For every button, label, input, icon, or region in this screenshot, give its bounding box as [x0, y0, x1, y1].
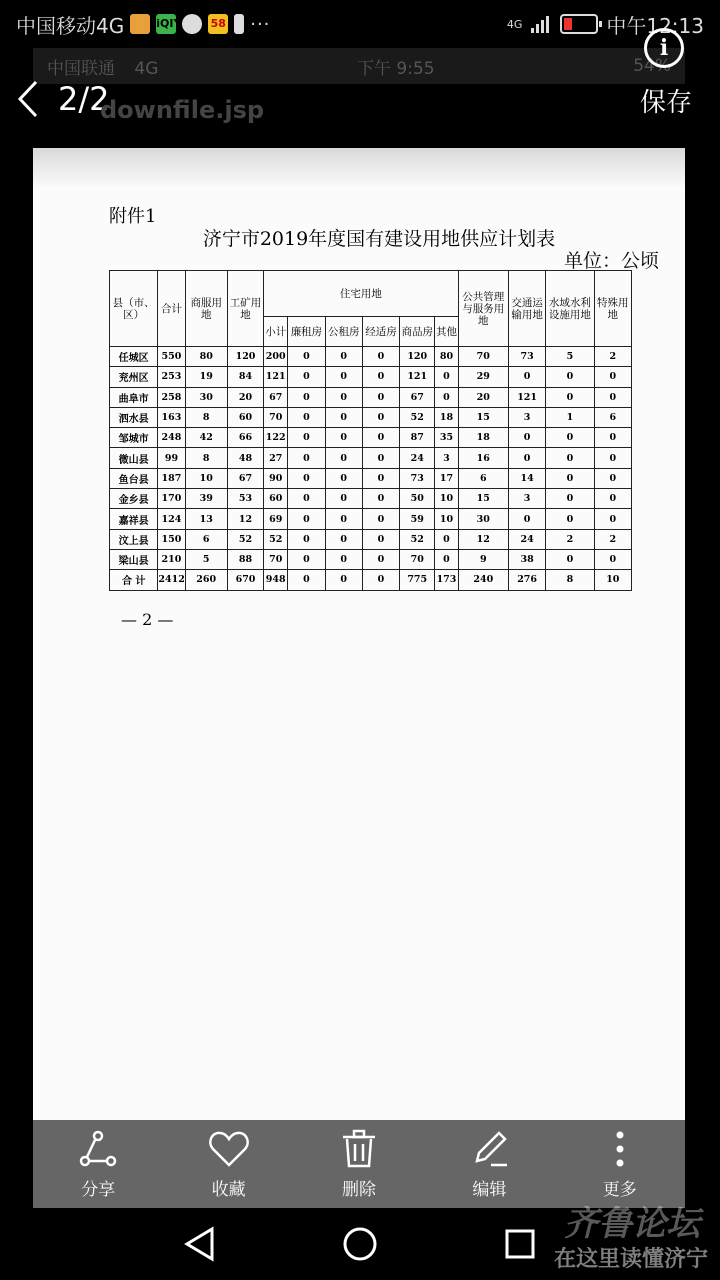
value-cell: 30 — [185, 387, 227, 407]
county-cell: 任城区 — [110, 347, 158, 367]
value-cell: 0 — [362, 570, 399, 590]
value-cell: 122 — [264, 428, 288, 448]
value-cell: 248 — [158, 428, 185, 448]
value-cell: 0 — [288, 367, 325, 387]
value-cell: 14 — [508, 468, 545, 488]
value-cell: 0 — [325, 549, 362, 569]
photographed-carrier: 中国联通 4G — [47, 58, 159, 79]
value-cell: 210 — [158, 549, 185, 569]
value-cell: 2412 — [158, 570, 185, 590]
battery-icon — [560, 14, 598, 34]
value-cell: 1 — [546, 407, 594, 427]
app-58-icon: 58 — [208, 14, 228, 34]
unit-label: 单位：公顷 — [563, 250, 659, 272]
value-cell: 775 — [400, 570, 435, 590]
value-cell: 70 — [264, 407, 288, 427]
viewer-toolbar — [33, 1120, 685, 1208]
value-cell: 0 — [362, 367, 399, 387]
value-cell: 0 — [325, 509, 362, 529]
value-cell: 53 — [227, 489, 263, 509]
favorite-label: 收藏 — [211, 1179, 246, 1200]
header-county: 县（市、区） — [110, 271, 158, 347]
value-cell: 60 — [227, 407, 263, 427]
delete-button[interactable] — [304, 1120, 414, 1208]
value-cell: 0 — [325, 448, 362, 468]
value-cell: 70 — [264, 549, 288, 569]
value-cell: 67 — [400, 387, 435, 407]
value-cell: 0 — [325, 570, 362, 590]
value-cell: 0 — [362, 347, 399, 367]
value-cell: 6 — [185, 529, 227, 549]
table-row — [110, 468, 632, 488]
value-cell: 0 — [594, 489, 631, 509]
value-cell: 0 — [508, 428, 545, 448]
value-cell: 0 — [435, 367, 458, 387]
value-cell: 0 — [435, 387, 458, 407]
value-cell: 0 — [594, 428, 631, 448]
value-cell: 0 — [288, 407, 325, 427]
value-cell: 3 — [435, 448, 458, 468]
county-cell: 兖州区 — [110, 367, 158, 387]
value-cell: 0 — [288, 347, 325, 367]
pencil-icon — [469, 1129, 509, 1169]
county-cell: 曲阜市 — [110, 387, 158, 407]
more-label: 更多 — [602, 1179, 637, 1200]
value-cell: 0 — [508, 509, 545, 529]
county-cell: 邹城市 — [110, 428, 158, 448]
value-cell: 0 — [546, 489, 594, 509]
value-cell: 88 — [227, 549, 263, 569]
value-cell: 12 — [458, 529, 508, 549]
value-cell: 0 — [362, 489, 399, 509]
nav-back-icon[interactable] — [182, 1226, 218, 1262]
sim-icon — [234, 14, 244, 34]
value-cell: 10 — [435, 509, 458, 529]
value-cell: 24 — [400, 448, 435, 468]
value-cell: 0 — [325, 387, 362, 407]
value-cell: 5 — [546, 347, 594, 367]
nav-home-icon[interactable] — [342, 1226, 378, 1262]
value-cell: 163 — [158, 407, 185, 427]
value-cell: 550 — [158, 347, 185, 367]
value-cell: 8 — [185, 448, 227, 468]
county-cell: 泗水县 — [110, 407, 158, 427]
table-row — [110, 387, 632, 407]
value-cell: 200 — [264, 347, 288, 367]
header-residential: 住宅用地 — [264, 271, 458, 317]
clock: 中午12:13 — [606, 13, 704, 38]
value-cell: 30 — [458, 509, 508, 529]
table-body — [110, 347, 632, 591]
attachment-label: 附件1 — [109, 206, 157, 227]
value-cell: 0 — [594, 509, 631, 529]
value-cell: 240 — [458, 570, 508, 590]
value-cell: 0 — [288, 549, 325, 569]
value-cell: 5 — [185, 549, 227, 569]
value-cell: 0 — [546, 468, 594, 488]
value-cell: 258 — [158, 387, 185, 407]
table-row — [110, 549, 632, 569]
value-cell: 0 — [288, 428, 325, 448]
value-cell: 29 — [458, 367, 508, 387]
heart-icon — [208, 1129, 250, 1169]
app-notification-icon — [130, 14, 150, 34]
overflow-dots-icon: ··· — [250, 13, 271, 35]
photographed-url-text: downfile.jsp — [100, 96, 265, 124]
value-cell: 13 — [185, 509, 227, 529]
value-cell: 0 — [594, 448, 631, 468]
header-special: 特殊用地 — [594, 271, 631, 347]
value-cell: 0 — [594, 367, 631, 387]
value-cell: 0 — [546, 549, 594, 569]
county-cell: 梁山县 — [110, 549, 158, 569]
value-cell: 0 — [288, 489, 325, 509]
edit-label: 编辑 — [472, 1179, 507, 1200]
status-left — [16, 10, 270, 39]
document-page — [33, 148, 685, 1120]
value-cell: 121 — [400, 367, 435, 387]
table-row — [110, 428, 632, 448]
trash-icon — [339, 1129, 379, 1169]
value-cell: 0 — [288, 570, 325, 590]
value-cell: 150 — [158, 529, 185, 549]
value-cell: 0 — [362, 448, 399, 468]
table-row — [110, 570, 632, 590]
value-cell: 0 — [288, 448, 325, 468]
value-cell: 48 — [227, 448, 263, 468]
value-cell: 12 — [227, 509, 263, 529]
value-cell: 0 — [325, 468, 362, 488]
county-cell: 微山县 — [110, 448, 158, 468]
chevron-left-icon — [16, 79, 40, 119]
value-cell: 0 — [325, 529, 362, 549]
value-cell: 0 — [325, 428, 362, 448]
county-cell: 金乡县 — [110, 489, 158, 509]
value-cell: 0 — [362, 428, 399, 448]
watermark-slogan: 在这里读懂济宁 — [553, 1247, 708, 1272]
iqiyi-icon: iQIY — [156, 14, 176, 34]
header-res-affordable: 经适房 — [362, 317, 399, 347]
value-cell: 0 — [288, 387, 325, 407]
value-cell: 20 — [458, 387, 508, 407]
table-row — [110, 407, 632, 427]
value-cell: 24 — [508, 529, 545, 549]
value-cell: 0 — [546, 367, 594, 387]
value-cell: 20 — [227, 387, 263, 407]
value-cell: 121 — [508, 387, 545, 407]
chat-bubble-icon — [182, 14, 202, 34]
value-cell: 0 — [508, 448, 545, 468]
value-cell: 120 — [400, 347, 435, 367]
value-cell: 66 — [227, 428, 263, 448]
photographed-battery: 54% — [633, 56, 671, 76]
value-cell: 0 — [325, 347, 362, 367]
value-cell: 0 — [325, 489, 362, 509]
table-row — [110, 367, 632, 387]
value-cell: 0 — [288, 529, 325, 549]
value-cell: 15 — [458, 407, 508, 427]
page-number: — 2 — — [121, 610, 174, 629]
value-cell: 18 — [458, 428, 508, 448]
delete-label: 删除 — [341, 1179, 376, 1200]
value-cell: 52 — [400, 407, 435, 427]
header-res-lowrent: 廉租房 — [288, 317, 325, 347]
value-cell: 70 — [400, 549, 435, 569]
header-industrial: 工矿用地 — [227, 271, 263, 347]
value-cell: 0 — [362, 387, 399, 407]
value-cell: 87 — [400, 428, 435, 448]
value-cell: 52 — [264, 529, 288, 549]
value-cell: 80 — [435, 347, 458, 367]
value-cell: 80 — [185, 347, 227, 367]
header-transport: 交通运输用地 — [508, 271, 545, 347]
value-cell: 6 — [458, 468, 508, 488]
county-cell: 汶上县 — [110, 529, 158, 549]
value-cell: 0 — [546, 387, 594, 407]
value-cell: 16 — [458, 448, 508, 468]
table-row — [110, 347, 632, 367]
value-cell: 99 — [158, 448, 185, 468]
share-label: 分享 — [81, 1179, 116, 1200]
header-res-commercial: 商品房 — [400, 317, 435, 347]
header-public: 公共管理与服务用地 — [458, 271, 508, 347]
save-button[interactable]: 保存 — [639, 88, 692, 118]
value-cell: 52 — [227, 529, 263, 549]
value-cell: 0 — [288, 468, 325, 488]
value-cell: 2 — [546, 529, 594, 549]
value-cell: 121 — [264, 367, 288, 387]
table-row — [110, 509, 632, 529]
value-cell: 0 — [546, 428, 594, 448]
value-cell: 3 — [508, 407, 545, 427]
header-res-other: 其他 — [435, 317, 458, 347]
value-cell: 2 — [594, 529, 631, 549]
value-cell: 0 — [594, 387, 631, 407]
value-cell: 8 — [546, 570, 594, 590]
image-counter: 2/2 — [58, 80, 110, 118]
value-cell: 60 — [264, 489, 288, 509]
share-button[interactable] — [43, 1120, 153, 1208]
value-cell: 0 — [594, 468, 631, 488]
value-cell: 0 — [362, 509, 399, 529]
value-cell: 9 — [458, 549, 508, 569]
value-cell: 73 — [400, 468, 435, 488]
value-cell: 90 — [264, 468, 288, 488]
value-cell: 0 — [508, 367, 545, 387]
value-cell: 10 — [435, 489, 458, 509]
value-cell: 120 — [227, 347, 263, 367]
table-row — [110, 448, 632, 468]
value-cell: 42 — [185, 428, 227, 448]
value-cell: 0 — [546, 448, 594, 468]
value-cell: 0 — [362, 407, 399, 427]
value-cell: 59 — [400, 509, 435, 529]
value-cell: 276 — [508, 570, 545, 590]
header-water: 水域水利设施用地 — [546, 271, 594, 347]
value-cell: 35 — [435, 428, 458, 448]
value-cell: 170 — [158, 489, 185, 509]
header-total: 合计 — [158, 271, 185, 347]
header-commercial: 商服用地 — [185, 271, 227, 347]
value-cell: 670 — [227, 570, 263, 590]
value-cell: 173 — [435, 570, 458, 590]
value-cell: 10 — [594, 570, 631, 590]
value-cell: 67 — [227, 468, 263, 488]
value-cell: 70 — [458, 347, 508, 367]
value-cell: 0 — [546, 509, 594, 529]
back-button[interactable] — [0, 66, 56, 132]
value-cell: 19 — [185, 367, 227, 387]
value-cell: 0 — [435, 529, 458, 549]
document-title: 济宁市2019年度国有建设用地供应计划表 — [202, 228, 556, 250]
signal-icon — [530, 14, 552, 34]
network-type: 4G — [506, 17, 523, 31]
favorite-button[interactable] — [174, 1120, 284, 1208]
carrier-label: 中国移动4G — [16, 13, 125, 38]
value-cell: 253 — [158, 367, 185, 387]
value-cell: 15 — [458, 489, 508, 509]
value-cell: 0 — [325, 367, 362, 387]
value-cell: 0 — [325, 407, 362, 427]
table-row — [110, 489, 632, 509]
value-cell: 124 — [158, 509, 185, 529]
value-cell: 27 — [264, 448, 288, 468]
value-cell: 2 — [594, 347, 631, 367]
header-res-public-rent: 公租房 — [325, 317, 362, 347]
value-cell: 84 — [227, 367, 263, 387]
more-vertical-icon — [600, 1129, 640, 1169]
watermark-title: 齐鲁论坛 — [564, 1204, 700, 1244]
value-cell: 38 — [508, 549, 545, 569]
value-cell: 69 — [264, 509, 288, 529]
more-button[interactable] — [565, 1120, 675, 1208]
value-cell: 52 — [400, 529, 435, 549]
value-cell: 6 — [594, 407, 631, 427]
table-row — [110, 529, 632, 549]
viewer-top-bar — [0, 66, 720, 132]
land-supply-table — [109, 270, 632, 591]
value-cell: 0 — [594, 549, 631, 569]
value-cell: 17 — [435, 468, 458, 488]
county-cell: 嘉祥县 — [110, 509, 158, 529]
value-cell: 0 — [288, 509, 325, 529]
value-cell: 948 — [264, 570, 288, 590]
value-cell: 0 — [362, 549, 399, 569]
info-icon[interactable]: i — [644, 28, 684, 68]
share-icon — [78, 1129, 118, 1169]
header-res-subtotal: 小计 — [264, 317, 288, 347]
forum-watermark — [504, 1196, 714, 1276]
value-cell: 50 — [400, 489, 435, 509]
value-cell: 67 — [264, 387, 288, 407]
value-cell: 260 — [185, 570, 227, 590]
value-cell: 3 — [508, 489, 545, 509]
county-cell: 鱼台县 — [110, 468, 158, 488]
status-bar — [0, 0, 720, 48]
value-cell: 39 — [185, 489, 227, 509]
value-cell: 0 — [362, 529, 399, 549]
value-cell: 10 — [185, 468, 227, 488]
value-cell: 18 — [435, 407, 458, 427]
county-cell: 合 计 — [110, 570, 158, 590]
value-cell: 187 — [158, 468, 185, 488]
value-cell: 73 — [508, 347, 545, 367]
value-cell: 8 — [185, 407, 227, 427]
edit-button[interactable] — [434, 1120, 544, 1208]
value-cell: 0 — [362, 468, 399, 488]
photographed-time: 下午 9:55 — [357, 58, 435, 79]
value-cell: 0 — [435, 549, 458, 569]
